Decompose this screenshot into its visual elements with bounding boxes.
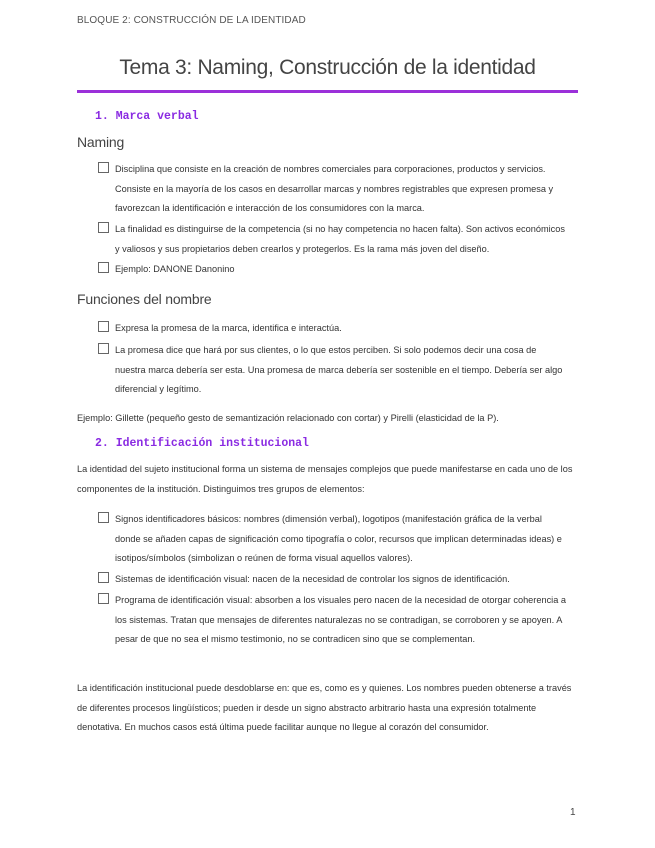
intro-paragraph: La identidad del sujeto institucional forma un sistema de mensajes complejos que puede manifestarse en cada uno de los componentes de la institución. Distinguimos tres grupos de elementos: — [77, 464, 573, 494]
list-item — [98, 220, 568, 259]
checkbox-icon[interactable] — [98, 512, 109, 523]
checkbox-icon[interactable] — [98, 162, 109, 173]
list-item-text: Ejemplo: DANONE Danonino — [115, 264, 235, 274]
list-item — [98, 341, 568, 400]
checkbox-icon[interactable] — [98, 343, 109, 354]
closing-paragraph: La identificación institucional puede desdoblarse en: que es, como es y quienes. Los nombres pueden obtenerse a través de diferentes procesos lingüísticos; pueden ir desde un signo abstracto arbitrario hasta una expresión totalmente denotativa. En muchos casos está última puede facilitar aunque no llegue al corazón del consumidor. — [77, 683, 572, 732]
list-item-text: Disciplina que consiste en la creación de nombres comerciales para corporaciones, productos y servicios. Consiste en la mayoría de los casos en desarrollar marcas y nombres registrables que expresen promesa y favorezcan la identificación e interacción de los consumidores con la marca. — [115, 164, 554, 213]
checkbox-icon[interactable] — [98, 593, 109, 604]
list-item — [98, 510, 568, 569]
list-item — [98, 319, 568, 339]
list-item-text: La finalidad es distinguirse de la competencia (si no hay competencia no hacen falta). Son activos económicos y valiosos y sus propietarios deben crearlos y protegerlos. Es la rama más joven del diseño. — [115, 224, 565, 254]
list-item — [98, 591, 568, 650]
example-paragraph: Ejemplo: Gillette (pequeño gesto de semantización relacionado con cortar) y Pirelli (elasticidad de la P). — [77, 413, 499, 423]
page-number: 1 — [570, 807, 576, 818]
checkbox-icon[interactable] — [98, 222, 109, 233]
page-title: Tema 3: Naming, Construcción de la identidad — [119, 56, 536, 79]
list-item — [98, 160, 568, 219]
list-item — [98, 260, 568, 280]
checkbox-icon[interactable] — [98, 262, 109, 273]
list-item-text: Expresa la promesa de la marca, identifica e interactúa. — [115, 323, 342, 333]
section-heading-marca-verbal: 1. Marca verbal — [95, 110, 199, 123]
subheading-funciones: Funciones del nombre — [77, 291, 212, 307]
list-item-text: La promesa dice que hará por sus clientes, o lo que estos perciben. Si solo podemos decir una cosa de nuestra marca debería ser esta. Una promesa de marca debería ser sostenible en el tiempo. Debería ser algo diferencial y legítimo. — [115, 345, 563, 394]
checkbox-icon[interactable] — [98, 321, 109, 332]
checkbox-icon[interactable] — [98, 572, 109, 583]
list-item-text: Signos identificadores básicos: nombres (dimensión verbal), logotipos (manifestación gráfica de la verbal donde se añaden capas de significación como tipografía o color, recursos que implican determinadas ideas) e isotipos/símbolos (simbolizan o reúnen de forma visual aquellos valores). — [115, 514, 562, 563]
list-item-text: Programa de identificación visual: absorben a los visuales pero nacen de la necesidad de otorgar coherencia a los sistemas. Tratan que mensajes de diferentes naturalezas no se contradigan, se corroboren y se apoyen. A pesar de que no sea el mismo testimonio, no se contradicen sino que se complementan. — [115, 595, 566, 644]
title-underline — [77, 90, 578, 93]
running-header: BLOQUE 2: CONSTRUCCIÓN DE LA IDENTIDAD — [77, 15, 306, 26]
section-heading-identificacion: 2. Identificación institucional — [95, 437, 309, 450]
list-item — [98, 570, 568, 590]
subheading-naming: Naming — [77, 134, 125, 150]
list-item-text: Sistemas de identificación visual: nacen de la necesidad de controlar los signos de identificación. — [115, 574, 510, 584]
